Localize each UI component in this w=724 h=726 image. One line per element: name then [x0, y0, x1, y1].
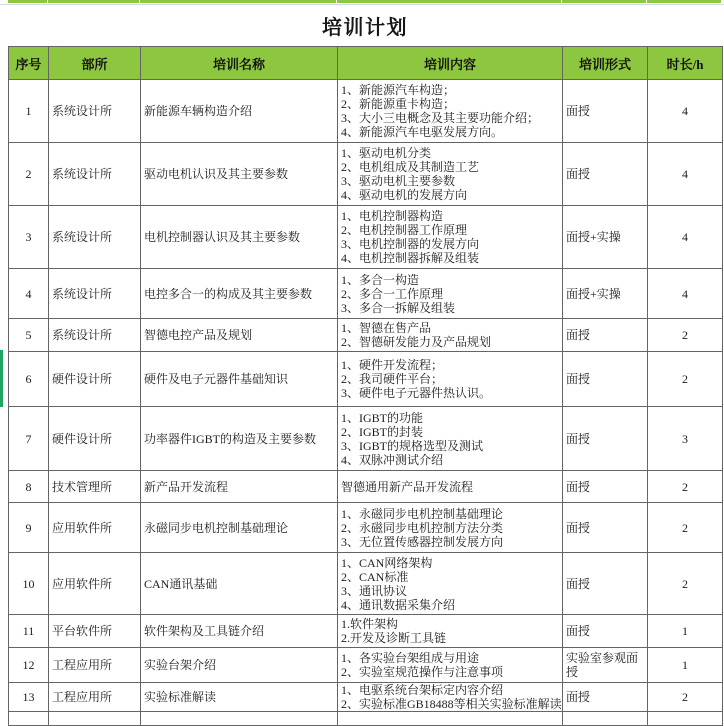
cell-no[interactable]: 1	[9, 80, 49, 143]
content-line: 4、电机控制器拆解及组装	[341, 251, 480, 265]
cell-format[interactable]: 面授	[563, 352, 648, 407]
top-strip-cell	[8, 0, 47, 3]
cell-dept[interactable]: 应用软件所	[49, 503, 141, 553]
table-header	[9, 47, 723, 80]
cell-name[interactable]: 硬件及电子元器件基础知识	[141, 352, 338, 407]
cell-content[interactable]	[338, 615, 563, 648]
cell-content[interactable]	[338, 503, 563, 553]
cell-no[interactable]: 8	[9, 471, 49, 503]
cell-format[interactable]: 面授	[563, 471, 648, 503]
cell-hours[interactable]: 4	[648, 269, 723, 319]
top-strip-cell	[48, 0, 139, 3]
cell-hours[interactable]: 2	[648, 683, 723, 712]
empty-cell[interactable]	[141, 712, 338, 726]
cell-name[interactable]: 功率器件IGBT的构造及主要参数	[141, 407, 338, 471]
content-line: 2、电机组成及其制造工艺	[341, 160, 480, 174]
content-line: 2、实验标准GB18488等相关实验标准解读	[341, 697, 562, 711]
table-row	[9, 319, 723, 352]
content-line: 3、大小三电概念及其主要功能介绍；	[341, 111, 540, 125]
header-format[interactable]: 培训形式	[563, 47, 648, 80]
cell-format[interactable]: 面授	[563, 615, 648, 648]
cell-name[interactable]: 驱动电机认识及其主要参数	[141, 143, 338, 206]
cell-no[interactable]: 6	[9, 352, 49, 407]
cell-dept[interactable]: 系统设计所	[49, 206, 141, 269]
table-row	[9, 143, 723, 206]
cell-content[interactable]	[338, 553, 563, 615]
table-body	[9, 80, 723, 726]
cell-no[interactable]: 3	[9, 206, 49, 269]
content-line: 2、我司硬件平台；	[341, 372, 444, 386]
cell-content[interactable]	[338, 80, 563, 143]
cell-name[interactable]: 新能源车辆构造介绍	[141, 80, 338, 143]
cell-content[interactable]	[338, 648, 563, 683]
content-line: 2、智德研发能力及产品规划	[341, 335, 492, 349]
content-line: 2、永磁同步电机控制方法分类	[341, 520, 504, 535]
header-no[interactable]: 序号	[9, 47, 49, 80]
content-line: 1、IGBT的功能	[341, 410, 423, 425]
cell-hours[interactable]: 2	[648, 352, 723, 407]
cell-content[interactable]	[338, 471, 563, 503]
cell-name[interactable]: 电控多合一的构成及其主要参数	[141, 269, 338, 319]
cell-content[interactable]	[338, 407, 563, 471]
cell-content[interactable]	[338, 319, 563, 352]
cell-dept[interactable]: 系统设计所	[49, 319, 141, 352]
cell-name[interactable]: 智德电控产品及规划	[141, 319, 338, 352]
cell-no[interactable]: 2	[9, 143, 49, 206]
header-row	[9, 47, 723, 80]
empty-cell[interactable]	[563, 712, 648, 726]
content-line: 1.软件架构	[341, 617, 399, 631]
cell-name[interactable]: 实验台架介绍	[141, 648, 338, 683]
content-line: 4、通讯数据采集介绍	[341, 597, 456, 612]
content-line: 1、智德在售产品	[341, 321, 432, 335]
page-title: 培训计划	[322, 17, 408, 39]
cell-format[interactable]: 面授	[563, 80, 648, 143]
training-plan-table	[8, 46, 723, 726]
cell-name[interactable]: 实验标准解读	[141, 683, 338, 712]
content-line: 3、多合一拆解及组装	[341, 300, 456, 315]
table-row	[9, 615, 723, 648]
cell-format[interactable]: 实验室参观面授	[563, 648, 648, 683]
top-strip-cell	[562, 0, 646, 3]
content-line: 3、驱动电机主要参数	[341, 174, 456, 188]
cell-name[interactable]: CAN通讯基础	[141, 553, 338, 615]
cell-dept[interactable]: 系统设计所	[49, 80, 141, 143]
empty-cell[interactable]	[49, 712, 141, 726]
content-line: 1、CAN网络架构	[341, 555, 433, 570]
content-line: 2.开发及诊断工具链	[341, 631, 447, 645]
cell-no[interactable]: 4	[9, 269, 49, 319]
top-strip-cell	[337, 0, 561, 3]
content-line: 1、电机控制器构造	[341, 209, 444, 223]
content-line: 1、电驱系统台架标定内容介绍	[341, 683, 504, 697]
cell-dept[interactable]: 系统设计所	[49, 269, 141, 319]
cell-content[interactable]	[338, 143, 563, 206]
content-line: 2、多合一工作原理	[341, 286, 444, 301]
cell-format[interactable]: 面授+实操	[563, 206, 648, 269]
content-line: 2、电机控制器工作原理	[341, 223, 468, 237]
cell-hours[interactable]: 2	[648, 503, 723, 553]
cell-format[interactable]: 面授	[563, 407, 648, 471]
empty-cell[interactable]	[648, 712, 723, 726]
cell-dept[interactable]: 系统设计所	[49, 143, 141, 206]
content-line: 1、永磁同步电机控制基础理论	[341, 506, 504, 521]
content-line: 1、硬件开发流程；	[341, 358, 444, 372]
cell-name[interactable]: 电机控制器认识及其主要参数	[141, 206, 338, 269]
cell-hours[interactable]: 3	[648, 407, 723, 471]
content-line: 智德通用新产品开发流程	[341, 479, 474, 494]
cell-dept[interactable]: 工程应用所	[49, 648, 141, 683]
content-line: 2、实验室规范操作与注意事项	[341, 665, 504, 679]
header-dept[interactable]: 部所	[49, 47, 141, 80]
cell-content[interactable]	[338, 683, 563, 712]
content-line: 4、新能源汽车电驱发展方向。	[341, 125, 504, 139]
cell-format[interactable]: 面授	[563, 683, 648, 712]
cell-format[interactable]: 面授	[563, 319, 648, 352]
cell-name[interactable]: 新产品开发流程	[141, 471, 338, 503]
header-name[interactable]: 培训名称	[141, 47, 338, 80]
cell-dept[interactable]: 平台软件所	[49, 615, 141, 648]
table-row	[9, 407, 723, 471]
content-line: 2、IGBT的封装	[341, 424, 423, 439]
selected-row-indicator	[0, 350, 3, 407]
table-row	[9, 206, 723, 269]
cell-content[interactable]	[338, 269, 563, 319]
cell-hours[interactable]: 1	[648, 648, 723, 683]
table-row	[9, 269, 723, 319]
cell-no[interactable]: 12	[9, 648, 49, 683]
cell-format[interactable]: 面授	[563, 143, 648, 206]
content-line: 3、通讯协议	[341, 583, 408, 598]
content-line: 2、新能源重卡构造；	[341, 97, 456, 111]
table-row	[9, 683, 723, 712]
content-line: 4、双脉冲测试介绍	[341, 452, 444, 467]
cell-hours[interactable]: 4	[648, 206, 723, 269]
cell-no[interactable]: 13	[9, 683, 49, 712]
cell-dept[interactable]: 硬件设计所	[49, 352, 141, 407]
cell-no[interactable]: 5	[9, 319, 49, 352]
cell-dept[interactable]: 应用软件所	[49, 553, 141, 615]
table-row	[9, 503, 723, 553]
content-line: 3、电机控制器的发展方向	[341, 237, 480, 251]
cell-hours[interactable]: 2	[648, 471, 723, 503]
content-line: 3、无位置传感器控制发展方向	[341, 534, 504, 549]
cell-hours[interactable]: 4	[648, 80, 723, 143]
header-content[interactable]: 培训内容	[338, 47, 563, 80]
cell-no[interactable]: 10	[9, 553, 49, 615]
empty-cell[interactable]	[9, 712, 49, 726]
cell-no[interactable]: 11	[9, 615, 49, 648]
cell-dept[interactable]: 硬件设计所	[49, 407, 141, 471]
table-row	[9, 352, 723, 407]
cell-dept[interactable]: 工程应用所	[49, 683, 141, 712]
content-line: 4、驱动电机的发展方向	[341, 188, 468, 202]
content-line: 1、驱动电机分类	[341, 146, 432, 160]
header-hours[interactable]: 时长/h	[648, 47, 723, 80]
cell-content[interactable]	[338, 206, 563, 269]
empty-cell[interactable]	[338, 712, 563, 726]
cell-format[interactable]: 面授+实操	[563, 269, 648, 319]
content-line: 1、多合一构造	[341, 272, 420, 287]
cell-name[interactable]: 软件架构及工具链介绍	[141, 615, 338, 648]
table-row	[9, 471, 723, 503]
cell-hours[interactable]: 4	[648, 143, 723, 206]
table-row	[9, 80, 723, 143]
top-strip-cell	[647, 0, 721, 3]
cell-dept[interactable]: 技术管理所	[49, 471, 141, 503]
cell-hours[interactable]: 2	[648, 553, 723, 615]
content-line: 3、IGBT的规格选型及测试	[341, 438, 483, 453]
cell-no[interactable]: 9	[9, 503, 49, 553]
content-line: 3、硬件电子元器件热认识。	[341, 386, 492, 400]
cell-name[interactable]: 永磁同步电机控制基础理论	[141, 503, 338, 553]
cell-hours[interactable]: 1	[648, 615, 723, 648]
top-strip-cell	[140, 0, 336, 3]
table-row	[9, 553, 723, 615]
cell-content[interactable]	[338, 352, 563, 407]
content-line: 2、CAN标准	[341, 569, 409, 584]
content-line: 1、各实验台架组成与用途	[341, 651, 480, 665]
cell-no[interactable]: 7	[9, 407, 49, 471]
cell-format[interactable]: 面授	[563, 503, 648, 553]
content-line: 1、新能源汽车构造；	[341, 83, 456, 97]
cell-hours[interactable]: 2	[648, 319, 723, 352]
cell-format[interactable]: 面授	[563, 553, 648, 615]
table-row	[9, 648, 723, 683]
partial-row	[9, 712, 723, 726]
